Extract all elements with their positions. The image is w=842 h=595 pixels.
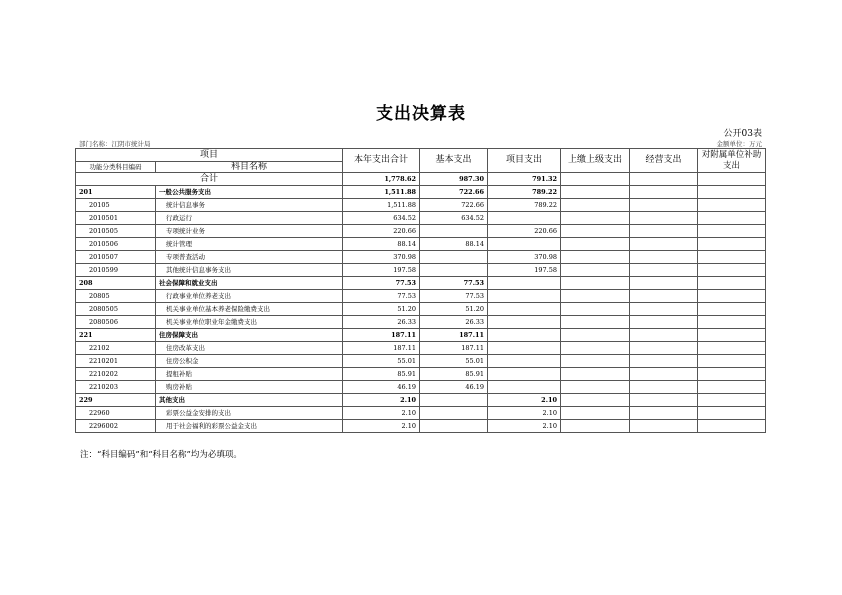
subsidy-amount (698, 394, 766, 407)
total-amount: 2.10 (343, 407, 420, 420)
basic-amount: 187.11 (420, 342, 488, 355)
subject-name: 社会保障和就业支出 (156, 277, 343, 290)
total-remit (561, 173, 630, 186)
subject-name: 购房补贴 (156, 381, 343, 394)
total-amount: 634.52 (343, 212, 420, 225)
remit-amount (561, 277, 630, 290)
table-row (76, 212, 766, 225)
table-row (76, 316, 766, 329)
business-amount (630, 199, 698, 212)
business-amount (630, 277, 698, 290)
table-row (76, 186, 766, 199)
subject-name: 专项统计业务 (156, 225, 343, 238)
total-amount: 55.01 (343, 355, 420, 368)
total-amount: 77.53 (343, 290, 420, 303)
total-amount: 187.11 (343, 342, 420, 355)
table-row (76, 420, 766, 433)
subject-code: 22960 (76, 407, 156, 420)
project-amount (488, 355, 561, 368)
subsidy-amount (698, 381, 766, 394)
subject-name: 统计管理 (156, 238, 343, 251)
subsidy-amount (698, 251, 766, 264)
total-amount: 1,511.88 (343, 186, 420, 199)
subsidy-amount (698, 407, 766, 420)
table-row (76, 277, 766, 290)
subsidy-amount (698, 199, 766, 212)
subject-name: 一般公共服务支出 (156, 186, 343, 199)
header-basic: 基本支出 (420, 149, 488, 173)
remit-amount (561, 316, 630, 329)
total-label: 合计 (76, 173, 343, 186)
basic-amount (420, 407, 488, 420)
project-amount (488, 212, 561, 225)
header-project: 项目 (76, 149, 343, 162)
project-amount: 220.66 (488, 225, 561, 238)
project-amount (488, 238, 561, 251)
subject-name: 统计信息事务 (156, 199, 343, 212)
table-row (76, 381, 766, 394)
basic-amount (420, 394, 488, 407)
subsidy-amount (698, 355, 766, 368)
header-subsidy: 对附属单位补助支出 (698, 149, 766, 173)
total-amount: 46.19 (343, 381, 420, 394)
subject-code: 201 (76, 186, 156, 199)
subject-code: 2010599 (76, 264, 156, 277)
subject-code: 2010506 (76, 238, 156, 251)
subject-name: 专项普查活动 (156, 251, 343, 264)
business-amount (630, 394, 698, 407)
basic-amount: 46.19 (420, 381, 488, 394)
total-amount: 1,778.62 (343, 173, 420, 186)
business-amount (630, 342, 698, 355)
remit-amount (561, 381, 630, 394)
business-amount (630, 186, 698, 199)
subject-name: 住房改革支出 (156, 342, 343, 355)
business-amount (630, 368, 698, 381)
project-amount (488, 368, 561, 381)
table-row (76, 355, 766, 368)
basic-amount: 77.53 (420, 290, 488, 303)
subject-code: 2210203 (76, 381, 156, 394)
header-project-expenditure: 项目支出 (488, 149, 561, 173)
subject-name: 彩票公益金安排的支出 (156, 407, 343, 420)
table-row (76, 290, 766, 303)
table-row (76, 394, 766, 407)
subsidy-amount (698, 264, 766, 277)
subsidy-amount (698, 342, 766, 355)
remit-amount (561, 394, 630, 407)
header-row-1 (76, 149, 766, 162)
subject-code: 2010501 (76, 212, 156, 225)
subject-name: 住房公积金 (156, 355, 343, 368)
remit-amount (561, 290, 630, 303)
remit-amount (561, 199, 630, 212)
basic-amount: 55.01 (420, 355, 488, 368)
table-row (76, 407, 766, 420)
basic-amount (420, 225, 488, 238)
subject-name: 提租补贴 (156, 368, 343, 381)
basic-amount: 85.91 (420, 368, 488, 381)
project-amount: 370.98 (488, 251, 561, 264)
business-amount (630, 329, 698, 342)
table-row (76, 225, 766, 238)
project-amount: 789.22 (488, 199, 561, 212)
basic-amount: 634.52 (420, 212, 488, 225)
total-amount: 77.53 (343, 277, 420, 290)
subsidy-amount (698, 225, 766, 238)
basic-amount: 51.20 (420, 303, 488, 316)
subject-name: 行政事业单位养老支出 (156, 290, 343, 303)
subsidy-amount (698, 212, 766, 225)
remit-amount (561, 251, 630, 264)
table-row (76, 368, 766, 381)
business-amount (630, 264, 698, 277)
subject-code: 20105 (76, 199, 156, 212)
project-amount: 2.10 (488, 407, 561, 420)
header-remit: 上缴上级支出 (561, 149, 630, 173)
subject-code: 2080505 (76, 303, 156, 316)
project-amount: 789.22 (488, 186, 561, 199)
subsidy-amount (698, 316, 766, 329)
basic-amount: 88.14 (420, 238, 488, 251)
total-row (76, 173, 766, 186)
subsidy-amount (698, 238, 766, 251)
business-amount (630, 238, 698, 251)
header-code: 功能分类科目编码 (76, 162, 156, 173)
footnote: 注：“科目编码”和“科目名称”均为必填项。 (80, 450, 242, 460)
total-amount: 51.20 (343, 303, 420, 316)
total-amount: 26.33 (343, 316, 420, 329)
business-amount (630, 316, 698, 329)
subject-name: 用于社会福利的彩票公益金支出 (156, 420, 343, 433)
table-row (76, 342, 766, 355)
project-amount (488, 277, 561, 290)
project-amount: 2.10 (488, 420, 561, 433)
project-amount (488, 381, 561, 394)
report-title: 支出决算表 (376, 104, 466, 124)
department-name: 部门名称：江阴市统计局 (79, 140, 151, 148)
business-amount (630, 381, 698, 394)
business-amount (630, 407, 698, 420)
subsidy-amount (698, 303, 766, 316)
header-name: 科目名称 (156, 162, 343, 173)
project-amount (488, 342, 561, 355)
subject-code: 2010507 (76, 251, 156, 264)
basic-amount: 722.66 (420, 186, 488, 199)
table-row (76, 264, 766, 277)
subject-name: 机关事业单位职业年金缴费支出 (156, 316, 343, 329)
total-amount: 197.58 (343, 264, 420, 277)
total-amount: 220.66 (343, 225, 420, 238)
subject-code: 2010505 (76, 225, 156, 238)
subject-code: 22102 (76, 342, 156, 355)
basic-amount: 187.11 (420, 329, 488, 342)
table-row (76, 329, 766, 342)
header-business: 经营支出 (630, 149, 698, 173)
remit-amount (561, 420, 630, 433)
subject-code: 2296002 (76, 420, 156, 433)
total-subsidy (698, 173, 766, 186)
subject-code: 20805 (76, 290, 156, 303)
subsidy-amount (698, 420, 766, 433)
remit-amount (561, 186, 630, 199)
table-row (76, 303, 766, 316)
table-row (76, 251, 766, 264)
total-amount: 187.11 (343, 329, 420, 342)
subject-code: 208 (76, 277, 156, 290)
basic-amount (420, 264, 488, 277)
subsidy-amount (698, 186, 766, 199)
table-row (76, 238, 766, 251)
subject-name: 其他支出 (156, 394, 343, 407)
business-amount (630, 290, 698, 303)
business-amount (630, 225, 698, 238)
total-project: 791.32 (488, 173, 561, 186)
subject-code: 221 (76, 329, 156, 342)
subsidy-amount (698, 277, 766, 290)
amount-unit: 金额单位：万元 (716, 140, 762, 148)
header-total: 本年支出合计 (343, 149, 420, 173)
subject-name: 行政运行 (156, 212, 343, 225)
subject-name: 机关事业单位基本养老保险缴费支出 (156, 303, 343, 316)
remit-amount (561, 238, 630, 251)
table-row (76, 199, 766, 212)
project-amount: 2.10 (488, 394, 561, 407)
business-amount (630, 420, 698, 433)
subject-code: 2210201 (76, 355, 156, 368)
subsidy-amount (698, 368, 766, 381)
subsidy-amount (698, 290, 766, 303)
remit-amount (561, 329, 630, 342)
total-amount: 370.98 (343, 251, 420, 264)
basic-amount: 77.53 (420, 277, 488, 290)
basic-amount: 26.33 (420, 316, 488, 329)
total-basic: 987.30 (420, 173, 488, 186)
business-amount (630, 355, 698, 368)
remit-amount (561, 407, 630, 420)
total-amount: 2.10 (343, 394, 420, 407)
expenditure-table (75, 148, 766, 433)
remit-amount (561, 303, 630, 316)
project-amount: 197.58 (488, 264, 561, 277)
total-amount: 2.10 (343, 420, 420, 433)
business-amount (630, 212, 698, 225)
subject-name: 住房保障支出 (156, 329, 343, 342)
remit-amount (561, 212, 630, 225)
project-amount (488, 303, 561, 316)
remit-amount (561, 264, 630, 277)
project-amount (488, 329, 561, 342)
subject-code: 229 (76, 394, 156, 407)
basic-amount (420, 420, 488, 433)
total-amount: 1,511.88 (343, 199, 420, 212)
remit-amount (561, 355, 630, 368)
total-business (630, 173, 698, 186)
subject-name: 其他统计信息事务支出 (156, 264, 343, 277)
total-amount: 85.91 (343, 368, 420, 381)
remit-amount (561, 225, 630, 238)
business-amount (630, 303, 698, 316)
basic-amount (420, 251, 488, 264)
subject-code: 2080506 (76, 316, 156, 329)
remit-amount (561, 342, 630, 355)
total-amount: 88.14 (343, 238, 420, 251)
project-amount (488, 316, 561, 329)
subsidy-amount (698, 329, 766, 342)
remit-amount (561, 368, 630, 381)
subject-code: 2210202 (76, 368, 156, 381)
basic-amount: 722.66 (420, 199, 488, 212)
business-amount (630, 251, 698, 264)
project-amount (488, 290, 561, 303)
table-code: 公开03表 (723, 129, 762, 139)
